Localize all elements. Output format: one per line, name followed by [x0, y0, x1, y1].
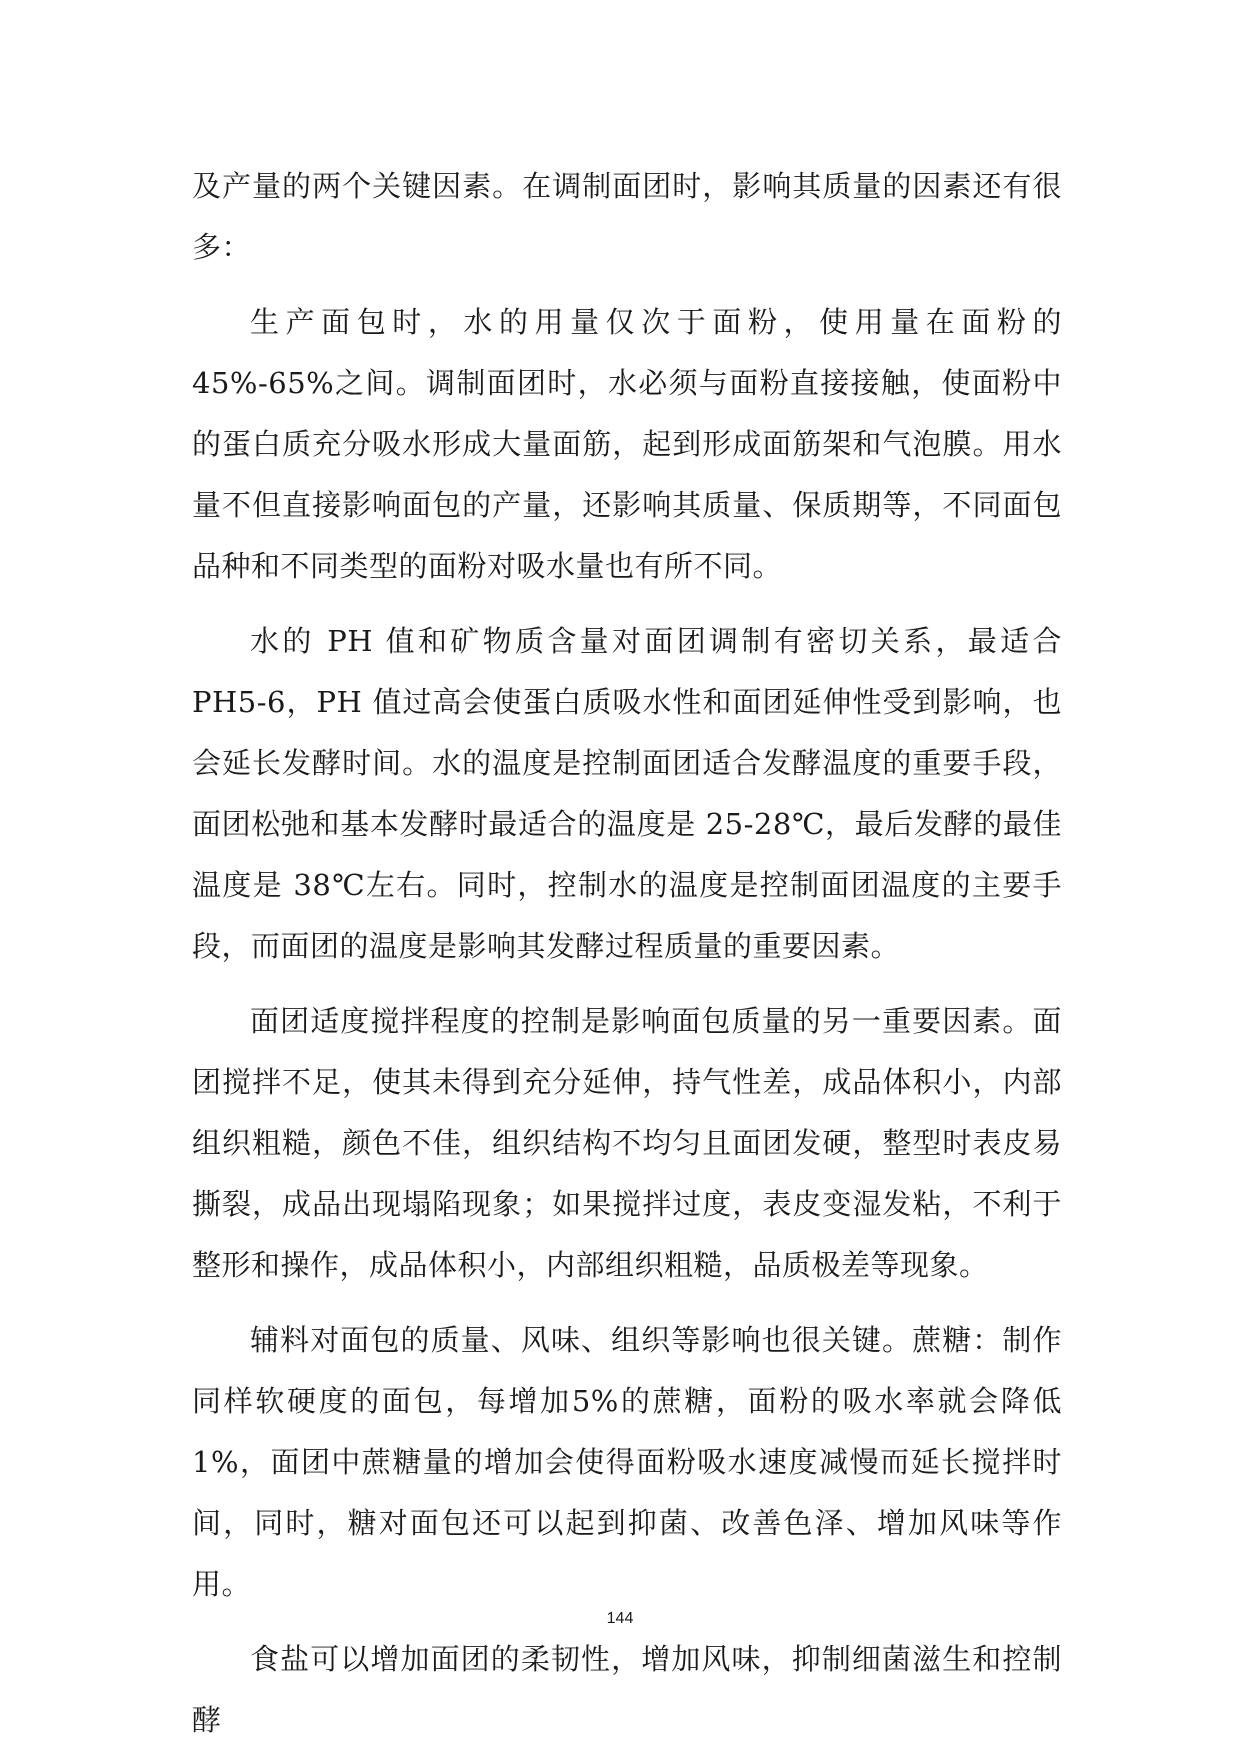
- body-text: [192, 156, 1062, 1751]
- paragraph-sugar: 辅料对面包的质量、风味、组织等影响也很关键。蔗糖：制作同样软硬度的面包，每增加5%的蔗糖，面粉的吸水率就会降低 1%，面团中蔗糖量的增加会使得面粉吸水速度减慢而延长搅拌时间，同时，糖对面包还可以起到抑菌、改善色泽、增加风味等作用。: [192, 1323, 1062, 1601]
- page-number: 144: [606, 1610, 634, 1627]
- paragraph-water-usage: 生产面包时，水的用量仅次于面粉，使用量在面粉的45%-65%之间。调制面团时，水必须与面粉直接接触，使面粉中的蛋白质充分吸水形成大量面筋，起到形成面筋架和气泡膜。用水量不但直接影响面包的产量，还影响其质量、保质期等，不同面包品种和不同类型的面粉对吸水量也有所不同。: [192, 305, 1062, 583]
- paragraph-salt: 食盐可以增加面团的柔韧性，增加风味，抑制细菌滋生和控制酵: [192, 1642, 1062, 1737]
- paragraph-water-ph-temperature: 水的 PH 值和矿物质含量对面团调制有密切关系，最适合 PH5-6，PH 值过高会使蛋白质吸水性和面团延伸性受到影响，也会延长发酵时间。水的温度是控制面团适合发酵温度的重要手段，面团松弛和基本发酵时最适合的温度是 25-28℃，最后发酵的最佳温度是 38℃左右。同时，控制水的温度是控制面团温度的主要手段，而面团的温度是影响其发酵过程质量的重要因素。: [192, 624, 1062, 963]
- paragraph-kneading: 面团适度搅拌程度的控制是影响面包质量的另一重要因素。面团搅拌不足，使其未得到充分延伸，持气性差，成品体积小，内部组织粗糙，颜色不佳，组织结构不均匀且面团发硬，整型时表皮易撕裂，成品出现塌陷现象；如果搅拌过度，表皮变湿发粘，不利于整形和操作，成品体积小，内部组织粗糙，品质极差等现象。: [192, 1004, 1062, 1282]
- paragraph-continuation: 及产量的两个关键因素。在调制面团时，影响其质量的因素还有很多：: [192, 169, 1062, 264]
